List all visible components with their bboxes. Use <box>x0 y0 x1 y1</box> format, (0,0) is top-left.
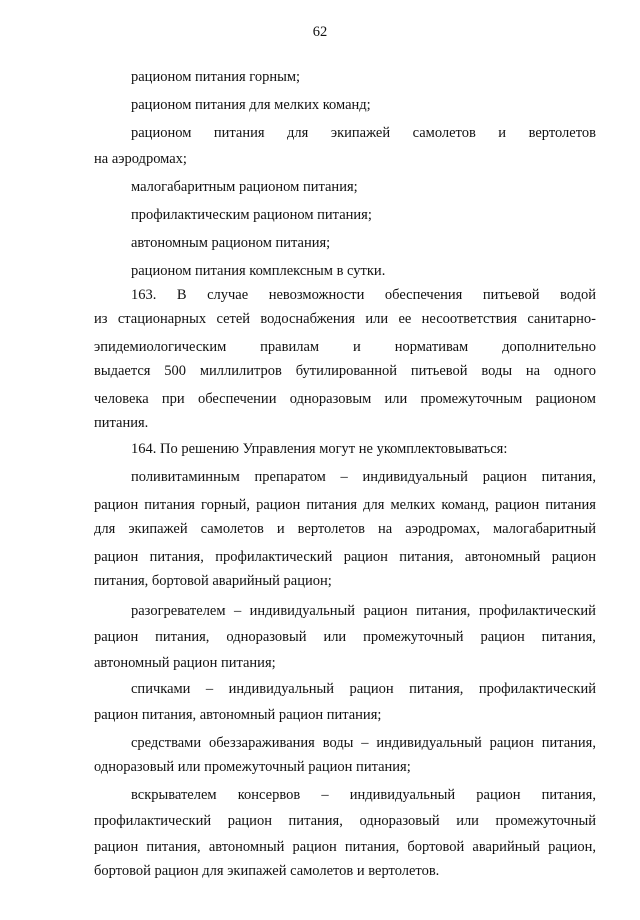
text-line: питания. <box>94 415 149 431</box>
word: рацион <box>349 681 394 697</box>
word: или <box>384 391 408 407</box>
word: рацион, <box>548 839 596 855</box>
word: разогревателем <box>131 603 226 619</box>
word: индивидуальный <box>249 603 356 619</box>
word: рацион <box>94 549 139 565</box>
word: для <box>94 521 116 537</box>
word: питания <box>213 125 265 141</box>
text-line <box>94 520 596 538</box>
word: автономный <box>208 839 285 855</box>
word: рацион <box>94 497 139 513</box>
word: самолетов <box>200 521 264 537</box>
word: вертолетов <box>297 521 366 537</box>
word: горный, <box>201 497 250 513</box>
text-line <box>94 362 596 380</box>
word: питания, <box>541 629 596 645</box>
word: эпидемиологическим <box>94 339 227 355</box>
word: питания, <box>155 629 210 645</box>
text-line <box>131 468 596 486</box>
text-line <box>94 310 596 328</box>
word: рацион <box>256 497 301 513</box>
word: питьевой <box>410 363 468 379</box>
word: рацион <box>482 469 527 485</box>
text-line <box>131 286 596 304</box>
text-line <box>94 390 596 408</box>
word: вскрывателем <box>131 787 217 803</box>
word: рацион <box>227 813 272 829</box>
text-line <box>131 786 596 804</box>
word: питания, <box>409 681 464 697</box>
text-line <box>131 602 596 620</box>
word: – <box>233 603 242 619</box>
word: команд, <box>441 497 489 513</box>
word: на <box>378 521 393 537</box>
word: промежуточным <box>420 391 523 407</box>
word: одного <box>553 363 596 379</box>
word: правилам <box>260 339 320 355</box>
word: промежуточный <box>363 629 464 645</box>
text-line <box>94 548 596 566</box>
word: рационом <box>535 391 596 407</box>
text-line: рационом питания комплексным в сутки. <box>131 263 386 279</box>
word: индивидуальный <box>376 735 482 751</box>
word: невозможности <box>268 287 365 303</box>
word: консервов <box>237 787 301 803</box>
word: автономный <box>464 549 541 565</box>
word: индивидуальный <box>349 787 456 803</box>
word: питания <box>306 497 358 513</box>
word: рацион <box>476 787 521 803</box>
word: рацион <box>551 549 596 565</box>
text-line <box>131 734 596 752</box>
word: индивидуальный <box>362 469 468 485</box>
word: малогабаритный <box>493 521 596 537</box>
word: питания, <box>399 549 454 565</box>
word: воды <box>322 735 354 751</box>
word: рацион <box>94 629 139 645</box>
word: воды <box>481 363 513 379</box>
word: и <box>353 339 361 355</box>
word: питания, <box>344 839 400 855</box>
word: – <box>361 735 369 751</box>
text-line <box>94 838 596 856</box>
word: или <box>456 813 479 829</box>
word: профилактический <box>94 813 212 829</box>
word: профилактический <box>215 549 333 565</box>
word: обеспечения <box>384 287 463 303</box>
word: питания, <box>149 549 204 565</box>
word: человека <box>94 391 149 407</box>
word: рацион <box>489 735 534 751</box>
text-line: рационом питания горным; <box>131 69 301 85</box>
word: питания <box>545 497 596 513</box>
word: профилактический <box>478 681 596 697</box>
word: В <box>176 287 187 303</box>
page-number: 62 <box>312 24 328 40</box>
word: мелких <box>390 497 436 513</box>
word: питания, <box>541 735 596 751</box>
word: индивидуальный <box>228 681 334 697</box>
word: и <box>276 521 285 537</box>
text-line <box>94 496 596 514</box>
word: одноразовый <box>226 629 307 645</box>
word: питьевой <box>482 287 540 303</box>
word: спичками <box>131 681 191 697</box>
word: – <box>340 469 348 485</box>
word: – <box>205 681 214 697</box>
word: вертолетов <box>528 125 596 141</box>
word: водой <box>560 287 596 303</box>
text-line <box>131 680 596 698</box>
word: бутилированной <box>295 363 398 379</box>
text-line: малогабаритным рационом питания; <box>131 179 358 195</box>
text-line: автономный рацион питания; <box>94 655 276 671</box>
text-line <box>94 812 596 830</box>
word: рацион <box>292 839 337 855</box>
text-line: профилактическим рационом питания; <box>131 207 372 223</box>
word: и <box>498 125 507 141</box>
word: препаратом <box>254 469 326 485</box>
text-line: одноразовый или промежуточный рацион питания; <box>94 759 411 775</box>
text-line: рацион питания, автономный рацион питания; <box>94 707 382 723</box>
word: или <box>365 311 389 327</box>
word: выдается <box>94 363 151 379</box>
text-line: бортовой рацион для экипажей самолетов и вертолетов. <box>94 863 440 879</box>
text-line: питания, бортовой аварийный рацион; <box>94 573 332 589</box>
word: рацион <box>343 549 388 565</box>
word: средствами <box>131 735 202 751</box>
word: рацион <box>94 839 139 855</box>
word: аварийный <box>472 839 540 855</box>
word: миллилитров <box>199 363 282 379</box>
word: питания <box>144 497 195 513</box>
word: питания, <box>146 839 201 855</box>
word: – <box>321 787 329 803</box>
word: рационом <box>131 125 192 141</box>
word: для <box>363 497 385 513</box>
word: случае <box>207 287 249 303</box>
word: экипажей <box>330 125 391 141</box>
word: водоснабжения <box>260 311 356 327</box>
word: рацион <box>363 603 408 619</box>
word: дополнительно <box>502 339 596 355</box>
word: сетей <box>216 311 251 327</box>
word: при <box>161 391 185 407</box>
text-line: 164. По решению Управления могут не укомплектовываться: <box>131 441 508 457</box>
word: ее <box>398 311 412 327</box>
word: профилактический <box>478 603 596 619</box>
word: стационарных <box>117 311 207 327</box>
word: бортовой <box>407 839 465 855</box>
text-line <box>94 338 596 356</box>
word: обеззараживания <box>208 735 315 751</box>
word: несоответствия <box>421 311 518 327</box>
word: самолетов <box>412 125 476 141</box>
word: промежуточный <box>495 813 596 829</box>
text-line: на аэродромах; <box>94 151 187 167</box>
text-line: рационом питания для мелких команд; <box>131 97 371 113</box>
word: рацион <box>495 497 540 513</box>
word: питания, <box>416 603 471 619</box>
word: нормативам <box>394 339 469 355</box>
word: санитарно- <box>527 311 596 327</box>
word: одноразовым <box>289 391 372 407</box>
word: аэродромах, <box>405 521 481 537</box>
word: 163. <box>131 287 157 303</box>
word: одноразовый <box>359 813 440 829</box>
word: из <box>94 311 108 327</box>
word: питания, <box>288 813 343 829</box>
word: или <box>323 629 347 645</box>
word: питания, <box>541 787 596 803</box>
text-line: автономным рационом питания; <box>131 235 331 251</box>
word: поливитаминным <box>131 469 240 485</box>
word: для <box>287 125 309 141</box>
word: рацион <box>480 629 525 645</box>
text-line <box>94 628 596 646</box>
word: на <box>525 363 541 379</box>
word: обеспечении <box>197 391 277 407</box>
word: питания, <box>541 469 596 485</box>
text-line <box>131 124 596 142</box>
word: 500 <box>164 363 187 379</box>
word: экипажей <box>128 521 188 537</box>
